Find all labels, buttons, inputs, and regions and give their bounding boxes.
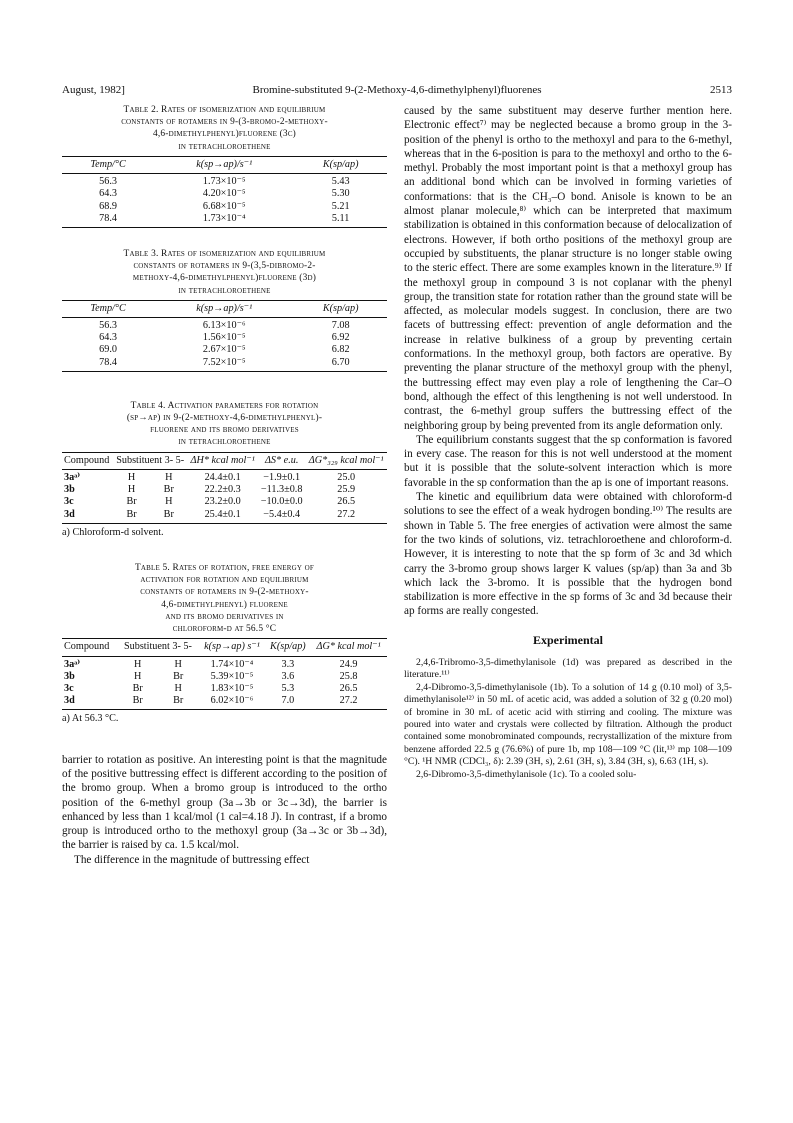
table-cell: −1.9±0.1 xyxy=(263,471,301,483)
body-paragraph: caused by the same substituent may deserve further mention here. Electronic effect⁷⁾ may be neglected because a bromo group in the 3-position of the phenyl is ortho to the methoxyl and para to the 6-methyl, whereas that in the 6-position is para to the methoxyl and ortho to the 6-methyl. Probably the most important point is that a methoxyl group has an additional bond which can be involved in forming varieties of conformations: that is the CH₃–O bond. Anisole is known to be an almost planar molecule,⁸⁾ which can be interpreted that maximum stabilization is obtained in this conformation because of delocalization of electrons. However, if both ortho positions of the methoxyl group are occupied by substituents, the planar structure is no longer stable owing to the steric effect. There are some examples known in the literature.⁹⁾ If the methoxyl group in compound 3 is not coplanar with the phenyl group, the transition state for rotation rather than the ground state will be affected, as molecular models suggest. In conclusion, there are two facets of buttressing effect: prevention of angle deformation and the increase in relative bulkiness of a group by preventing certain conformations. In the methoxyl group, both factors are operative. By preventing the planar structure of the methoxyl group with the phenyl, the buttressing effect may even play a role of lengthening the Car–O bond, although the effect of this lengthening is not well understood. In contrast, the 6-methyl group suffers the buttressing effect of the neighboring group by being prevented from its angle deformation only. xyxy=(404,105,732,432)
table-row xyxy=(62,213,387,228)
table-cell: H xyxy=(165,496,173,508)
caption-line: in tetrachloroethene xyxy=(178,141,271,152)
body-paragraph: The equilibrium constants suggest that the sp conformation is favored in every case. The reason for this is not well understood at the moment but it is possible that the solute-solvent interaction which is more favorable in the sp conformation than the ap is one of important reasons. xyxy=(404,433,732,489)
left-column xyxy=(62,104,387,867)
caption-line: Table 4. Activation parameters for rotation xyxy=(130,400,319,411)
table-cell: Br xyxy=(173,670,184,682)
table5-footnote: a) At 56.3 °C. xyxy=(62,713,119,725)
table-cell: 26.5 xyxy=(337,496,356,508)
table-cell: 64.3 xyxy=(99,332,117,344)
table2 xyxy=(62,156,387,228)
table-cell: 5.21 xyxy=(331,200,350,212)
table-cell: 7.52×10⁻⁵ xyxy=(154,357,294,372)
caption-line: constants of rotamers in 9-(3-bromo-2-methoxy- xyxy=(121,117,328,128)
table-cell: 56.3 xyxy=(99,320,117,332)
table-row xyxy=(62,357,387,372)
table-cell: 3aᵃ⁾ xyxy=(64,471,81,483)
table-row xyxy=(62,201,387,213)
table-cell: 25.9 xyxy=(337,484,356,496)
header-date: August, 1982] xyxy=(62,84,125,96)
table-cell: 5.11 xyxy=(294,213,387,228)
table-cell: 6.92 xyxy=(331,332,350,344)
body-paragraph: The difference in the magnitude of buttressing effect xyxy=(74,853,310,866)
table-cell: 6.70 xyxy=(294,357,387,372)
right-column xyxy=(404,104,732,781)
table-cell: 64.3 xyxy=(99,188,117,200)
table-cell: 22.2±0.3 xyxy=(204,484,241,496)
table-header: Compound xyxy=(62,639,117,656)
table-row xyxy=(62,484,387,496)
table-cell: 5.43 xyxy=(331,176,350,188)
table-header-row xyxy=(62,452,387,469)
table-cell: 3c xyxy=(64,682,74,694)
table-cell: H xyxy=(174,658,182,670)
table-cell: 56.3 xyxy=(99,176,117,188)
table-header-row xyxy=(62,156,387,173)
caption-line: fluorene and its bromo derivatives xyxy=(150,425,299,436)
table-cell: 3d xyxy=(62,695,117,710)
table-cell: 23.2±0.0 xyxy=(204,496,241,508)
table-cell: 7.0 xyxy=(266,695,311,710)
caption-line: and its bromo derivatives in xyxy=(165,611,284,622)
caption-line: chloroform-d at 56.5 °C xyxy=(172,624,277,635)
experimental-paragraph: 2,4,6-Tribromo-3,5-dimethylanisole (1d) was prepared as described in the literature.¹¹⁾ xyxy=(404,656,732,681)
table-cell: 5.3 xyxy=(281,682,295,694)
table3 xyxy=(62,300,387,372)
table-cell: 1.73×10⁻⁴ xyxy=(154,213,294,228)
table4 xyxy=(62,452,387,524)
header-title: Bromine-substituted 9-(2-Methoxy-4,6-dimethylphenyl)fluorenes xyxy=(252,84,542,96)
table-cell: Br xyxy=(113,509,150,524)
table-row xyxy=(62,469,387,484)
table-header: k(sp→ap)/s⁻¹ xyxy=(154,156,294,173)
table-row xyxy=(62,656,387,671)
table2-caption xyxy=(62,104,387,153)
table-header: Temp/°C xyxy=(62,156,154,173)
table-header-row xyxy=(62,639,387,656)
table4-caption xyxy=(62,400,387,449)
table-cell: H xyxy=(134,658,142,670)
table-cell: 6.82 xyxy=(331,344,350,356)
table-header: Compound xyxy=(62,452,113,469)
table-header: Temp/°C xyxy=(62,300,154,317)
caption-line: activation for rotation and equilibrium xyxy=(140,575,309,586)
table-cell: Br xyxy=(132,682,143,694)
table-row xyxy=(62,496,387,508)
table-cell: 5.30 xyxy=(331,188,350,200)
table-cell: 5.39×10⁻⁵ xyxy=(210,670,254,682)
table-row xyxy=(62,509,387,524)
caption-line: constants of rotamers in 9-(3,5-dibromo-2- xyxy=(133,261,316,272)
table-cell: 25.8 xyxy=(339,670,358,682)
table-cell: H xyxy=(165,471,173,483)
table-row xyxy=(62,344,387,356)
table-cell: 24.4±0.1 xyxy=(204,471,241,483)
table-header: ΔG* kcal mol⁻¹ xyxy=(310,639,387,656)
table-cell: H xyxy=(127,471,136,483)
table-cell: 1.56×10⁻⁵ xyxy=(202,332,246,344)
table4-footnote: a) Chloroform-d solvent. xyxy=(62,526,164,538)
table-cell: Br xyxy=(126,496,137,508)
table-header: k(sp→ap)/s⁻¹ xyxy=(154,300,294,317)
table-cell: 27.2 xyxy=(310,695,387,710)
table-cell: 4.20×10⁻⁵ xyxy=(202,188,246,200)
table-header: k(sp→ap) s⁻¹ xyxy=(198,639,265,656)
section-heading: Experimental xyxy=(533,632,603,647)
table-cell: 24.9 xyxy=(339,658,358,670)
table-cell: 6.68×10⁻⁵ xyxy=(202,200,246,212)
running-header xyxy=(62,84,732,100)
table-cell: 6.02×10⁻⁶ xyxy=(198,695,265,710)
table-cell: 3b xyxy=(64,670,75,682)
table-row xyxy=(62,671,387,683)
table-header-row xyxy=(62,300,387,317)
caption-line: Table 3. Rates of isomerization and equilibrium xyxy=(123,248,326,259)
table-cell: H xyxy=(174,682,182,694)
table-cell: 7.08 xyxy=(331,320,350,332)
table-cell: 78.4 xyxy=(62,357,154,372)
experimental-paragraph: 2,4-Dibromo-3,5-dimethylanisole (1b). To a solution of 14 g (0.10 mol) of 3,5-dimethylanisole¹²⁾ in 50 mL of acetic acid, was added a solution of 32 g (0.20 mol) of bromine in 30 mL of acetic acid with stirring and cooling. The mixture was poured into water and crystals were collected by filtration. Although the product contained some monobrominated compounds, recrystallization of the mixture from benzene afforded 22.5 g (76.6%) of pure 1b, mp 108—109 °C (lit,¹³⁾ mp 108—109 °C). ¹H NMR (CDCl₃, δ): 2.39 (3H, s), 2.61 (3H, s), 3.84 (3H, s), 6.63 (1H, s). xyxy=(404,681,732,768)
table-header: ΔH* kcal mol⁻¹ xyxy=(187,452,258,469)
table-row xyxy=(62,332,387,344)
table-header: ΔG*₃₂₉ kcal mol⁻¹ xyxy=(305,452,387,469)
table-cell: 3c xyxy=(64,496,74,508)
table-header: ΔS* e.u. xyxy=(258,452,305,469)
table-cell: Br xyxy=(158,695,198,710)
table-row xyxy=(62,188,387,200)
table-header: K(sp/ap) xyxy=(294,156,387,173)
table-cell: −5.4±0.4 xyxy=(258,509,305,524)
table-cell: −11.3±0.8 xyxy=(260,484,303,496)
table-cell: 1.73×10⁻⁵ xyxy=(202,176,246,188)
table-row xyxy=(62,318,387,333)
table5-caption xyxy=(62,562,387,635)
table3-caption xyxy=(62,248,387,297)
caption-line: constants of rotamers in 9-(2-methoxy- xyxy=(140,587,309,598)
caption-line: (sp→ap) in 9-(2-methoxy-4,6-dimethylphenyl)- xyxy=(126,413,323,424)
table-cell: −10.0±0.0 xyxy=(260,496,303,508)
caption-line: in tetrachloroethene xyxy=(178,437,271,448)
table-cell: 3.3 xyxy=(281,658,295,670)
table-cell: Br xyxy=(163,484,174,496)
table-cell: 68.9 xyxy=(99,200,117,212)
table-cell: H xyxy=(127,484,136,496)
table-cell: Br xyxy=(150,509,187,524)
table-cell: 3.6 xyxy=(281,670,295,682)
experimental-paragraph: 2,6-Dibromo-3,5-dimethylanisole (1c). To a cooled solu- xyxy=(416,768,637,780)
table-cell: 2.67×10⁻⁵ xyxy=(202,344,246,356)
table-cell: 78.4 xyxy=(62,213,154,228)
table-cell: 6.13×10⁻⁶ xyxy=(202,320,246,332)
table-cell: 69.0 xyxy=(99,344,117,356)
table-cell: H xyxy=(134,670,142,682)
table-row xyxy=(62,695,387,710)
caption-line: Table 5. Rates of rotation, free energy of xyxy=(135,563,314,574)
table-cell: 1.83×10⁻⁵ xyxy=(210,682,254,694)
body-paragraph: The kinetic and equilibrium data were obtained with chloroform-d solutions to see the effect of a weak hydrogen bonding.¹⁰⁾ The results are shown in Table 5. The free energies of activation were almost the same for the two kinds of solutions, viz. tetrachloroethene and chloroform-d. However, it is interesting to note that the sp form of 3c and 3d which carry the 3-bromo group shows larger K values (sp/ap) than 3a and 3b which lack the 3-bromo. It is possible that the hydrogen bond stabilization is more effective in the sp forms of 3c and 3d because their ap forms are really congested. xyxy=(404,491,732,618)
table-header: K(sp/ap) xyxy=(266,639,311,656)
table-cell: 1.74×10⁻⁴ xyxy=(210,658,254,670)
table-row xyxy=(62,174,387,189)
caption-line: 4,6-dimethylphenyl) fluorene xyxy=(161,599,288,610)
table-cell: 26.5 xyxy=(339,682,358,694)
table-cell: 25.4±0.1 xyxy=(187,509,258,524)
caption-line: in tetrachloroethene xyxy=(178,285,271,296)
table-cell: 25.0 xyxy=(337,471,356,483)
table-cell: 3d xyxy=(62,509,113,524)
table-row xyxy=(62,683,387,695)
table-cell: 27.2 xyxy=(305,509,387,524)
table-cell: 3b xyxy=(64,484,75,496)
table-cell: 3aᵃ⁾ xyxy=(64,658,81,670)
caption-line: methoxy-4,6-dimethylphenyl)fluorene (3d) xyxy=(132,273,317,284)
table-header: K(sp/ap) xyxy=(294,300,387,317)
caption-line: Table 2. Rates of isomerization and equilibrium xyxy=(123,105,326,115)
body-paragraph: barrier to rotation as positive. An interesting point is that the magnitude of the positive buttressing effect is different according to the position of the bromo group. When a bromo group is introduced to the ortho position of the 6-methyl group (3a→3b or 3c→3d), the barrier is enhanced by less than 1 kcal/mol (1 cal=4.18 J). In contrast, if a bromo group is introduced ortho to the methoxyl group (3a→3c or 3b→3d), the barrier is raised by ca. 1.5 kcal/mol. xyxy=(62,753,387,852)
table-header: Substituent 3- 5- xyxy=(117,639,198,656)
page-number: 2513 xyxy=(710,84,732,96)
table5 xyxy=(62,638,387,710)
caption-line: 4,6-dimethylphenyl)fluorene (3c) xyxy=(152,129,297,140)
table-cell: Br xyxy=(117,695,157,710)
table-header: Substituent 3- 5- xyxy=(113,452,187,469)
